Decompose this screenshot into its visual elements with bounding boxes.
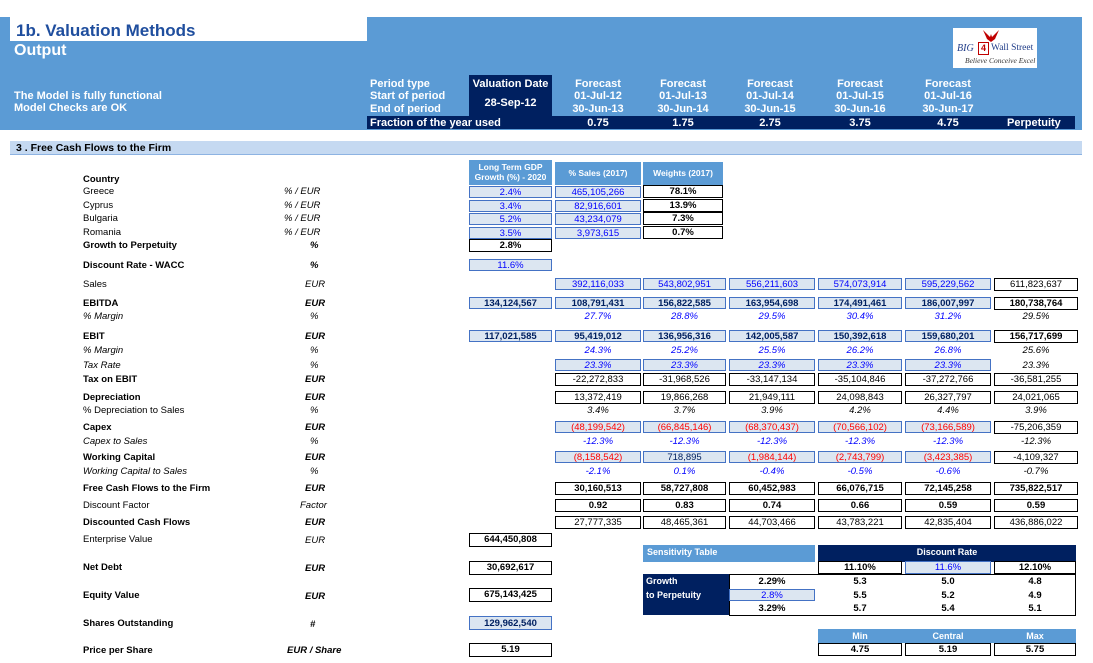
wc-value[interactable]: (2,743,799) [818, 451, 902, 463]
country-unit: % / EUR [284, 200, 321, 211]
country-weight: 78.1% [643, 185, 723, 198]
wc-value[interactable]: (8,158,542) [555, 451, 641, 463]
wc-pct-perpetuity: -0.7% [1023, 466, 1049, 477]
row-label: Free Cash Flows to the Firm [83, 483, 211, 494]
wc-pct: -0.4% [759, 466, 785, 477]
wc-pct: -2.1% [585, 466, 611, 477]
country-name: Greece [83, 186, 115, 197]
fcf-perpetuity: 735,822,517 [994, 482, 1078, 495]
row-label: Working Capital [83, 452, 156, 463]
fcf-value: 66,076,715 [818, 482, 902, 495]
sales-input[interactable]: 595,229,562 [905, 278, 991, 290]
status-line-1: The Model is fully functional [14, 90, 162, 102]
wc-perpetuity: -4,109,327 [994, 451, 1078, 464]
row-unit: EUR [305, 452, 326, 463]
sens-value: 4.9 [1028, 590, 1042, 601]
wc-pct: -0.6% [935, 466, 961, 477]
capex-pct: -12.3% [756, 436, 788, 447]
wacc-unit: % [310, 260, 319, 271]
ebit-margin: 24.3% [584, 345, 612, 356]
sens-value: 5.5 [853, 590, 867, 601]
period-end: 30-Jun-13 [572, 103, 624, 115]
sales-input[interactable]: 392,116,033 [555, 278, 641, 290]
logo-big-text: BIG [957, 43, 974, 54]
row-label: Capex [83, 422, 112, 433]
wacc-label: Discount Rate - WACC [83, 260, 185, 271]
ebit-value[interactable]: 142,005,587 [729, 330, 815, 342]
period-fraction: 2.75 [759, 117, 781, 129]
end-period-label: End of period [370, 103, 441, 115]
ebitda-value[interactable]: 108,791,431 [555, 297, 641, 309]
country-weight: 0.7% [643, 226, 723, 239]
ebitda-value[interactable]: 156,822,585 [643, 297, 726, 309]
tax-rate-perpetuity: 23.3% [1022, 360, 1050, 371]
row-label: % Margin [83, 345, 124, 356]
ebitda-margin-perpetuity: 29.5% [1022, 311, 1050, 322]
ebit-value[interactable]: 159,680,201 [905, 330, 991, 342]
row-unit: % [310, 436, 319, 447]
dep-pct: 4.2% [849, 405, 871, 416]
gdp-header-text: Long Term GDP Growth (%) - 2020 [474, 162, 547, 182]
country-name: Romania [83, 227, 122, 238]
equity-unit: EUR [305, 591, 326, 602]
period-start: 01-Jul-16 [924, 90, 972, 102]
ebitda-margin: 29.5% [758, 311, 786, 322]
period-fraction: 1.75 [672, 117, 694, 129]
capex-value[interactable]: (70,566,102) [818, 421, 902, 433]
dep-pct-perpetuity: 3.9% [1025, 405, 1047, 416]
row-unit: EUR [305, 483, 326, 494]
growth-value: 2.8% [469, 239, 552, 252]
perpetuity-label: Perpetuity [1007, 117, 1061, 129]
valuation-date-label: Valuation Date [472, 78, 549, 90]
period-start: 01-Jul-13 [659, 90, 707, 102]
ebitda-value[interactable]: 174,491,461 [818, 297, 902, 309]
row-unit: % [310, 360, 319, 371]
max-value: 5.75 [994, 643, 1076, 656]
country-sales-input[interactable]: 43,234,079 [555, 213, 641, 225]
gdp-input[interactable]: 3.4% [469, 200, 552, 212]
growth-label: Growth to Perpetuity [83, 240, 177, 251]
wc-value[interactable]: (1,984,144) [729, 451, 815, 463]
logo [953, 28, 1037, 68]
dcf-value: 42,835,404 [905, 516, 991, 529]
period-start: 01-Jul-14 [746, 90, 794, 102]
tax-value: -31,968,526 [643, 373, 726, 386]
ebit-perpetuity: 156,717,699 [994, 330, 1078, 343]
country-sales-input[interactable]: 82,916,601 [555, 200, 641, 212]
dep-pct: 4.4% [937, 405, 959, 416]
row-label: Capex to Sales [83, 436, 148, 447]
dcf-value: 44,703,466 [729, 516, 815, 529]
eagle-icon [981, 28, 1001, 43]
sens-growth: 2.29% [758, 576, 786, 587]
net-debt-unit: EUR [305, 563, 326, 574]
ebit-value[interactable]: 150,392,618 [818, 330, 902, 342]
row-unit: EUR [305, 331, 326, 342]
capex-value[interactable]: (66,845,146) [643, 421, 726, 433]
tax-value: -22,272,833 [555, 373, 641, 386]
dcf-value: 48,465,361 [643, 516, 726, 529]
df-value: 0.59 [905, 499, 991, 512]
period-type: Forecast [837, 78, 883, 90]
row-unit: EUR [305, 392, 326, 403]
period-end: 30-Jun-16 [834, 103, 886, 115]
country-unit: % / EUR [284, 186, 321, 197]
ev-value: 644,450,808 [469, 533, 552, 547]
row-unit: EUR [305, 298, 326, 309]
dep-pct: 3.4% [587, 405, 609, 416]
ebit-margin: 26.2% [846, 345, 874, 356]
period-type-label: Period type [370, 78, 430, 90]
tax-rate-input[interactable]: 23.3% [905, 359, 991, 371]
dep-pct: 3.7% [673, 405, 696, 416]
sens-value: 5.2 [941, 590, 955, 601]
logo-number: 4 [978, 42, 989, 55]
fraction-label: Fraction of the year used [370, 117, 501, 129]
growth-header-line1: Growth [646, 576, 678, 586]
df-value: 0.92 [555, 499, 641, 512]
ev-unit: EUR [305, 535, 326, 546]
section-title: 3 . Free Cash Flows to the Firm [16, 142, 172, 154]
ebitda-value[interactable]: 186,007,997 [905, 297, 991, 309]
period-fraction: 3.75 [849, 117, 871, 129]
row-label: Tax Rate [83, 360, 121, 371]
ev-label: Enterprise Value [83, 534, 153, 545]
dep-perpetuity: 24,021,065 [994, 391, 1078, 404]
capex-value[interactable]: (68,370,437) [729, 421, 815, 433]
period-end: 30-Jun-14 [657, 103, 709, 115]
sens-value: 4.8 [1028, 576, 1042, 587]
period-type: Forecast [575, 78, 621, 90]
shares-input[interactable]: 129,962,540 [469, 616, 552, 630]
period-end: 30-Jun-15 [744, 103, 796, 115]
sales-header-text: % Sales (2017) [568, 168, 628, 178]
logo-tagline: Believe Conceive Excel [965, 56, 1036, 65]
df-value: 0.83 [643, 499, 726, 512]
dep-value: 13,372,419 [555, 391, 641, 404]
sens-rate: 11.10% [818, 561, 902, 574]
gdp-input[interactable]: 3.5% [469, 227, 552, 239]
page-title: 1b. Valuation Methods [16, 21, 196, 40]
row-unit: Factor [300, 500, 327, 511]
max-label: Max [1026, 631, 1044, 641]
fcf-value: 30,160,513 [555, 482, 641, 495]
net-debt-label: Net Debt [83, 562, 123, 573]
sens-value: 5.7 [853, 603, 867, 614]
row-unit: % [310, 311, 319, 322]
tax-rate-input[interactable]: 23.3% [818, 359, 902, 371]
row-label: Tax on EBIT [83, 374, 138, 385]
dcf-value: 27,777,335 [555, 516, 641, 529]
capex-pct: -12.3% [582, 436, 614, 447]
row-unit: % [310, 345, 319, 356]
dep-value: 24,098,843 [818, 391, 902, 404]
sens-rate-central: 11.6% [905, 561, 991, 574]
dep-value: 19,866,268 [643, 391, 726, 404]
shares-unit: # [310, 619, 316, 630]
country-weight: 13.9% [643, 199, 723, 212]
wc-pct: -0.5% [847, 466, 873, 477]
net-debt-value: 30,692,617 [469, 561, 552, 575]
capex-perpetuity: -75,206,359 [994, 421, 1078, 434]
equity-label: Equity Value [83, 590, 140, 601]
country-sales-input[interactable]: 465,105,266 [555, 186, 641, 198]
row-unit: EUR [305, 422, 326, 433]
ebit-value[interactable]: 95,419,012 [555, 330, 641, 342]
ebitda-lt[interactable]: 134,124,567 [469, 297, 552, 309]
valuation-date-value: 28-Sep-12 [484, 97, 537, 109]
period-type: Forecast [925, 78, 971, 90]
ebitda-value[interactable]: 163,954,698 [729, 297, 815, 309]
sens-growth-central: 2.8% [729, 589, 815, 601]
tax-rate-input[interactable]: 23.3% [729, 359, 815, 371]
ebitda-margin: 28.8% [671, 311, 698, 322]
sales-input[interactable]: 556,211,603 [729, 278, 815, 290]
equity-value: 675,143,425 [469, 588, 552, 602]
row-unit: EUR [305, 374, 326, 385]
period-fraction: 0.75 [587, 117, 609, 129]
row-label: Depreciation [83, 392, 141, 403]
row-unit: EUR [305, 279, 326, 290]
df-perpetuity: 0.59 [994, 499, 1078, 512]
dcf-perpetuity: 436,886,022 [994, 516, 1078, 529]
country-name: Bulgaria [83, 213, 118, 224]
ebitda-margin: 31.2% [934, 311, 962, 322]
sens-value: 5.3 [853, 576, 867, 587]
period-end: 30-Jun-17 [922, 103, 974, 115]
period-type: Forecast [747, 78, 793, 90]
shares-label: Shares Outstanding [83, 618, 174, 629]
sens-value: 5.1 [1028, 603, 1042, 614]
capex-value[interactable]: (48,199,542) [555, 421, 641, 433]
row-label: Discounted Cash Flows [83, 517, 191, 528]
row-label: Working Capital to Sales [83, 466, 188, 477]
row-label: % Depreciation to Sales [83, 405, 185, 416]
start-period-label: Start of period [370, 90, 446, 102]
period-type: Forecast [660, 78, 706, 90]
ebit-margin: 25.5% [758, 345, 786, 356]
wacc-input[interactable]: 11.6% [469, 259, 552, 271]
sens-growth: 3.29% [758, 603, 786, 614]
capex-pct: -12.3% [844, 436, 876, 447]
central-label: Central [932, 631, 964, 641]
ebitda-margin: 27.7% [584, 311, 612, 322]
wc-pct: 0.1% [673, 466, 696, 477]
ebit-margin-perpetuity: 25.6% [1022, 345, 1050, 356]
ebit-margin: 25.2% [671, 345, 698, 356]
capex-pct-perpetuity: -12.3% [1020, 436, 1052, 447]
row-label: EBIT [83, 331, 105, 342]
dcf-value: 43,783,221 [818, 516, 902, 529]
min-label: Min [852, 631, 868, 641]
sales-perpetuity: 611,823,637 [994, 278, 1078, 291]
fcf-value: 58,727,808 [643, 482, 726, 495]
logo-wall-street: Wall Street [991, 43, 1034, 53]
status-line-2: Model Checks are OK [14, 102, 128, 114]
discount-rate-label: Discount Rate [916, 547, 978, 557]
growth-unit: % [310, 240, 319, 251]
ebit-margin: 26.8% [934, 345, 962, 356]
tax-rate-input[interactable]: 23.3% [555, 359, 641, 371]
country-unit: % / EUR [284, 227, 321, 238]
page-subtitle: Output [14, 42, 67, 59]
row-unit: % [310, 405, 319, 416]
capex-pct: -12.3% [669, 436, 700, 447]
dep-pct: 3.9% [761, 405, 783, 416]
tax-rate-input[interactable]: 23.3% [643, 359, 726, 371]
period-start: 01-Jul-15 [836, 90, 884, 102]
row-label: EBITDA [83, 298, 119, 309]
country-sales-input[interactable]: 3,973,615 [555, 227, 641, 239]
country-label: Country [83, 174, 120, 185]
capex-value[interactable]: (73,166,589) [905, 421, 991, 433]
growth-header-line2: to Perpetuity [646, 590, 702, 600]
price-label: Price per Share [83, 645, 153, 656]
price-value: 5.19 [469, 643, 552, 657]
central-value: 5.19 [905, 643, 991, 656]
min-value: 4.75 [818, 643, 902, 656]
tax-value: -37,272,766 [905, 373, 991, 386]
wc-value[interactable]: (3,423,385) [905, 451, 991, 463]
row-label: Discount Factor [83, 500, 150, 511]
sensitivity-title: Sensitivity Table [647, 547, 718, 557]
sens-value: 5.0 [941, 576, 955, 587]
row-unit: % [310, 466, 319, 477]
country-unit: % / EUR [284, 213, 321, 224]
ebitda-margin: 30.4% [846, 311, 874, 322]
tax-value: -33,147,134 [729, 373, 815, 386]
weights-header-text: Weights (2017) [653, 168, 713, 178]
wc-value[interactable]: 718,895 [643, 451, 726, 463]
df-value: 0.74 [729, 499, 815, 512]
row-unit: EUR [305, 517, 326, 528]
fcf-value: 72,145,258 [905, 482, 991, 495]
gdp-input[interactable]: 5.2% [469, 213, 552, 225]
fcf-value: 60,452,983 [729, 482, 815, 495]
country-name: Cyprus [83, 200, 114, 211]
dep-value: 26,327,797 [905, 391, 991, 404]
sales-input[interactable]: 543,802,951 [643, 278, 726, 290]
tax-perpetuity: -36,581,255 [994, 373, 1078, 386]
period-start: 01-Jul-12 [574, 90, 622, 102]
ebitda-perpetuity: 180,738,764 [994, 297, 1078, 310]
price-unit: EUR / Share [287, 645, 342, 656]
gdp-input[interactable]: 2.4% [469, 186, 552, 198]
ebit-lt[interactable]: 117,021,585 [469, 330, 552, 342]
sens-rate: 12.10% [994, 561, 1076, 574]
df-value: 0.66 [818, 499, 902, 512]
ebit-value[interactable]: 136,956,316 [643, 330, 726, 342]
country-weight: 7.3% [643, 212, 723, 225]
capex-pct: -12.3% [932, 436, 964, 447]
sales-input[interactable]: 574,073,914 [818, 278, 902, 290]
row-label: % Margin [83, 311, 124, 322]
sens-value: 5.4 [941, 603, 955, 614]
dep-value: 21,949,111 [729, 391, 815, 404]
period-fraction: 4.75 [937, 117, 959, 129]
tax-value: -35,104,846 [818, 373, 902, 386]
row-label: Sales [83, 279, 107, 290]
